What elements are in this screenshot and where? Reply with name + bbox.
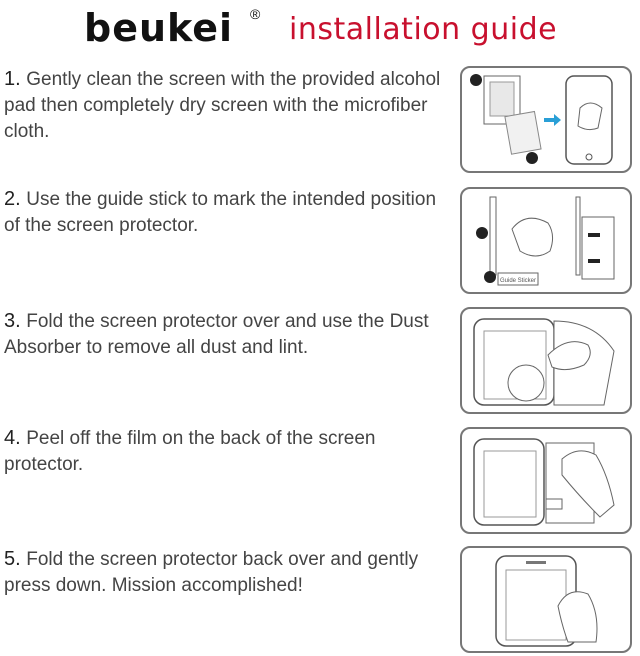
- step-number: 2: [4, 188, 16, 210]
- step-2: 2. Use the guide stick to mark the intended position of the screen protector.: [4, 188, 437, 236]
- step-number: 5: [4, 548, 16, 570]
- guide-sticker-label: Guide Sticker: [500, 278, 537, 284]
- step-text: Fold the screen protector over and use the Dust Absorber to remove all dust and lint.: [4, 311, 429, 358]
- arrow-icon: [544, 114, 561, 126]
- cloth-icon: [505, 112, 541, 155]
- illustration-step-4: [460, 427, 632, 534]
- step-marker-1: [470, 74, 482, 86]
- step-number: 3: [4, 310, 16, 332]
- illustration-step-1: [460, 66, 632, 173]
- step-marker-2: [526, 152, 538, 164]
- brand-logo: beukei: [84, 6, 234, 50]
- step-text: Fold the screen protector back over and gently press down. Mission accomplished!: [4, 549, 419, 596]
- step-4: 4. Peel off the film on the back of the screen protector.: [4, 427, 376, 475]
- dust-absorber-icon: [508, 365, 544, 401]
- step-3: 3. Fold the screen protector over and use the Dust Absorber to remove all dust and lint.: [4, 310, 429, 358]
- illustration-step-3: [460, 307, 632, 414]
- hand-icon: [512, 218, 553, 256]
- protector-icon: [582, 217, 614, 279]
- step-text: Gently clean the screen with the provided alcohol pad then completely dry screen with the microfiber cloth.: [4, 69, 441, 142]
- hand-icon: [578, 103, 602, 130]
- guide-stick-icon: [490, 197, 496, 275]
- step-text: Use the guide stick to mark the intended position of the screen protector.: [4, 189, 437, 236]
- step-number: 4: [4, 427, 16, 449]
- registered-mark: ®: [250, 6, 261, 22]
- step-1: 1. Gently clean the screen with the provided alcohol pad then completely dry screen with the microfiber cloth.: [4, 68, 441, 142]
- illustration-step-2: [460, 187, 632, 294]
- page-title: installation guide: [289, 12, 558, 47]
- step-5: 5. Fold the screen protector back over and gently press down. Mission accomplished!: [4, 548, 419, 596]
- illustration-step-5: [460, 546, 632, 653]
- step-number: 1: [4, 68, 16, 90]
- header: [0, 0, 640, 60]
- step-text: Peel off the film on the back of the screen protector.: [4, 428, 376, 475]
